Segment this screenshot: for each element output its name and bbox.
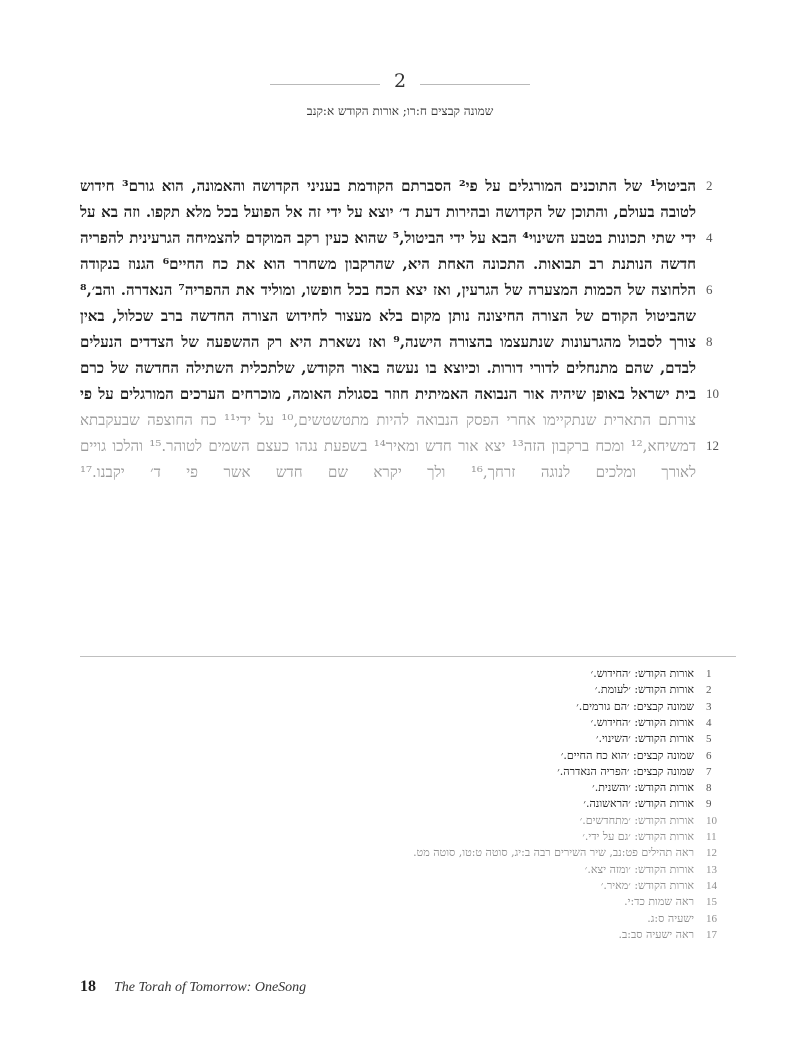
footnote-number: 16	[706, 912, 717, 925]
footnote	[0, 927, 800, 943]
footnote	[0, 780, 800, 796]
footnote	[0, 731, 800, 747]
footnote	[0, 829, 800, 845]
footnote-number: 15	[706, 896, 717, 909]
line-number: 12	[706, 438, 719, 453]
footnote-text: ראה שמות כד:י.	[624, 895, 694, 909]
footnote-text: שמונה קבצים: ׳הפריה הנאדרה.׳	[557, 764, 694, 778]
text-line: הלחוצה של הכמות המצערה של הגרעין, ואז יצא הכח בכל חופשו, ומוליד את ההפריה⁷ הנאדרה. והב׳,⁸	[80, 281, 696, 299]
footnote-number: 2	[706, 684, 712, 697]
text-line: צורתם התארית שנתקיימו אחרי הפסק הנבואה להיות מתטשטשים,¹⁰ על ידי¹¹ כח החוצפה שבעקבתא	[80, 411, 696, 429]
source-citation: שמונה קבצים ח:רו; אורות הקודש א:קנב	[306, 104, 494, 118]
footnote	[0, 845, 800, 861]
footnote	[0, 699, 800, 715]
text-line: דמשיחא,¹² ומכח ברקבון הזה¹³ יצא אור חדש ומאיר¹⁴ בשפעת נגהו כעצם השמים לטוהר.¹⁵ והלכו גויים	[80, 437, 696, 455]
footnote	[0, 715, 800, 731]
footnote-number: 4	[706, 716, 712, 729]
section-number: 2	[393, 70, 407, 92]
footnote-text: אורות הקודש: ׳הראשונה.׳	[583, 797, 694, 811]
footnote-text: אורות הקודש: ׳גם על ידי.׳	[582, 830, 694, 843]
book-title: The Torah of Tomorrow: OneSong	[114, 980, 307, 995]
footnote-text: אורות הקודש: ׳לעומת.׳	[594, 683, 694, 697]
text-line: צורך לסבול מהגרעונות שנתעצמו בהצורה הישנה,⁹ ואז נשארת היא רק ההשפעה של הצדדים הנעלים	[80, 333, 696, 351]
text-line: הביטול¹ של התוכנים המורגלים על פי² הסברתם הקודמת בעניני הקדושה והאמונה, הוא גורם³ חידוש	[80, 177, 696, 195]
footnote	[0, 862, 800, 878]
footnote-number: 13	[706, 863, 717, 876]
header-rule-left	[270, 84, 380, 85]
footnote	[0, 878, 800, 894]
footnote-text: אורות הקודש: ׳השינוי.׳	[595, 732, 694, 746]
footnote-text: ראה תהילים פט:נב, שיר השירים רבה ב:יג, סוטה ט:טו, סוטה מט.	[413, 846, 694, 860]
page-number: 18	[80, 978, 96, 995]
footnote-number: 14	[706, 879, 717, 892]
footnote-number: 10	[706, 814, 717, 827]
footnote-text: ישעיה ס:ג.	[647, 911, 694, 925]
text-line: חדשה הנותנת רב תבואות. התכונה האחת היא, שהרקבון משחרר הוא את כח החיים⁶ הגנוז בנקודה	[80, 255, 696, 273]
footnote	[0, 764, 800, 780]
footnote-divider	[80, 656, 736, 657]
footnote-text: אורות הקודש: ׳החידוש.׳	[590, 715, 694, 729]
text-line: לבדם, שהם מתנחלים לדורי דורות. וכיוצא בו נעשה באור הקודש, שלתכלית השתילה החדשה של כרם	[80, 359, 696, 377]
line-number: 4	[706, 230, 713, 245]
footnote	[0, 666, 800, 682]
footnote-number: 7	[706, 765, 712, 778]
footnote-number: 17	[706, 928, 717, 941]
footnote-number: 9	[706, 798, 712, 811]
line-number: 8	[706, 334, 713, 349]
footnote	[0, 813, 800, 829]
footnote	[0, 682, 800, 698]
footnote-text: שמונה קבצים: ׳הוא כח החיים.׳	[560, 748, 694, 762]
footnote	[0, 911, 800, 927]
footnote-text: אורות הקודש: ׳והשנית.׳	[592, 781, 694, 795]
line-number: 2	[706, 178, 713, 193]
footnote	[0, 894, 800, 910]
footnote-text: ראה ישעיה סב:ב.	[618, 927, 694, 941]
footnote-number: 6	[706, 749, 712, 762]
text-line: לטובה בעולם, והתוכן של הקדושה ובהירות דעת ד׳ יוצא על ידי זה אל הפועל בכל מלא תקפו. וזה בא על	[80, 203, 696, 221]
footnote-number: 11	[706, 831, 717, 843]
line-number: 10	[706, 386, 719, 401]
footnote-number: 5	[706, 733, 712, 746]
footnote-text: אורות הקודש: ׳מתחדשים.׳	[579, 813, 694, 827]
footnote-number: 8	[706, 782, 712, 795]
footnote-number: 1	[706, 668, 712, 680]
footnote-text: שמונה קבצים: ׳הם גורמים.׳	[576, 699, 694, 713]
footnote-text: אורות הקודש: ׳מאיר.׳	[600, 878, 694, 892]
text-line: בית ישראל באופן שיהיה אור הנבואה האמיתית חוזר בסגולת האומה, מוכרחים הערכים המורגלים על פי	[80, 385, 696, 403]
footnote-number: 12	[706, 847, 717, 860]
footnote-text: אורות הקודש: ׳החידוש.׳	[590, 667, 694, 680]
footnote	[0, 748, 800, 764]
footnote-number: 3	[706, 700, 712, 713]
line-number: 6	[706, 282, 713, 297]
footnote-text: אורות הקודש: ׳ומזה יצא.׳	[584, 862, 694, 876]
text-line: ידי שתי תכונות בטבע השינוי⁴ הבא על ידי הביטול,⁵ שהוא כעין רקב המוקדם להצמיחה הגרעינית להפריה	[80, 229, 696, 247]
text-line: שהביטול הקודם של הצורה החיצונה נותן מקום בלא מעצור לחידוש הצורה החדשה ברב שכלול, באין	[80, 307, 696, 325]
header-rule-right	[420, 84, 530, 85]
footnote	[0, 796, 800, 812]
text-line: לאורך ומלכים לנוגה זרחך,¹⁶ ולך יקרא שם חדש אשר פי ד׳ יקבנו.¹⁷	[80, 463, 696, 481]
